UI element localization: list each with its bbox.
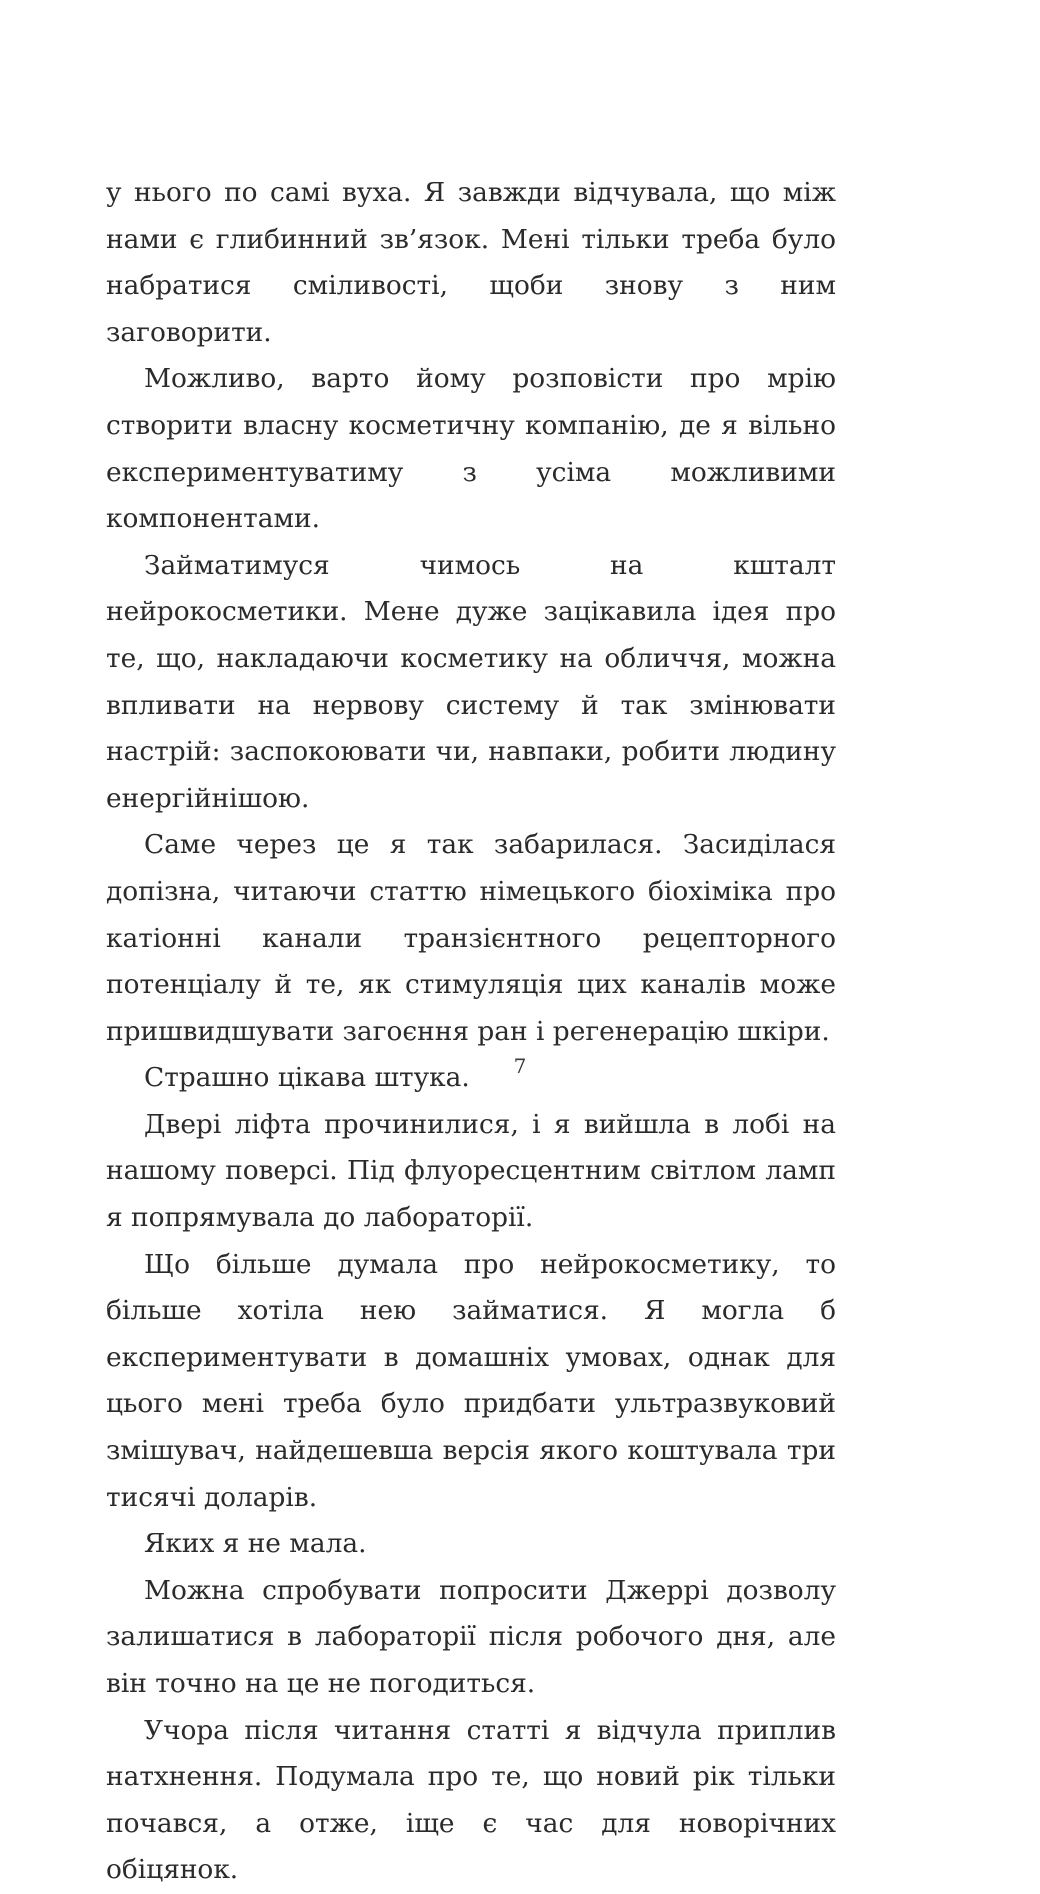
paragraph: Саме через це я так забарилася. Засиділася допізна, читаючи статтю німецького біохіміка про катіонні канали транзієнтного рецепторного потенціалу й те, як стимуляція цих каналів може пришвидшувати загоєння ран і регенерацію шкіри. xyxy=(106,829,836,1047)
body-text xyxy=(106,170,836,1894)
paragraph: у нього по самі вуха. Я завжди відчувала, що між нами є глибинний зв’язок. Мені тільки треба було набратися сміливості, щоби знову з ним заговорити. xyxy=(106,177,836,348)
paragraph: Що більше думала про нейрокосметику, то більше хотіла нею займатися. Я могла б експериментувати в домашніх умовах, однак для цього мені треба було придбати ультразвуковий змішувач, найдешевша версія якого коштувала три тисячі доларів. xyxy=(106,1248,836,1513)
paragraph: Страшно цікава штука. xyxy=(144,1062,470,1094)
paragraph: Займатимуся чимось на кшталт нейрокосметики. Мене дуже зацікавила ідея про те, що, накладаючи косметику на обличчя, можна впливати на нервову систему й так змінювати настрій: заспокоювати чи, навпаки, робити людину енергійнішою. xyxy=(106,549,836,814)
paragraph: Яких я не мала. xyxy=(144,1528,367,1560)
paragraph: Двері ліфта прочинилися, і я вийшла в лобі на нашому поверсі. Під флуоресцентним світлом ламп я попрямувала до лабораторії. xyxy=(106,1108,836,1234)
paragraph: Можна спробувати попросити Джеррі дозволу залишатися в лабораторії після робочого дня, але він точно на це не погодиться. xyxy=(106,1574,836,1699)
page-number: 7 xyxy=(513,1054,527,1078)
paragraph: Учора після читання статті я відчула приплив натхнення. Подумала про те, що новий рік тільки почався, а отже, іще є час для новорічних обіцянок. xyxy=(106,1714,836,1886)
paragraph: Можливо, варто йому розповісти про мрію створити власну косметичну компанію, де я вільно експериментуватиму з усіма можливими компонентами. xyxy=(106,363,836,535)
